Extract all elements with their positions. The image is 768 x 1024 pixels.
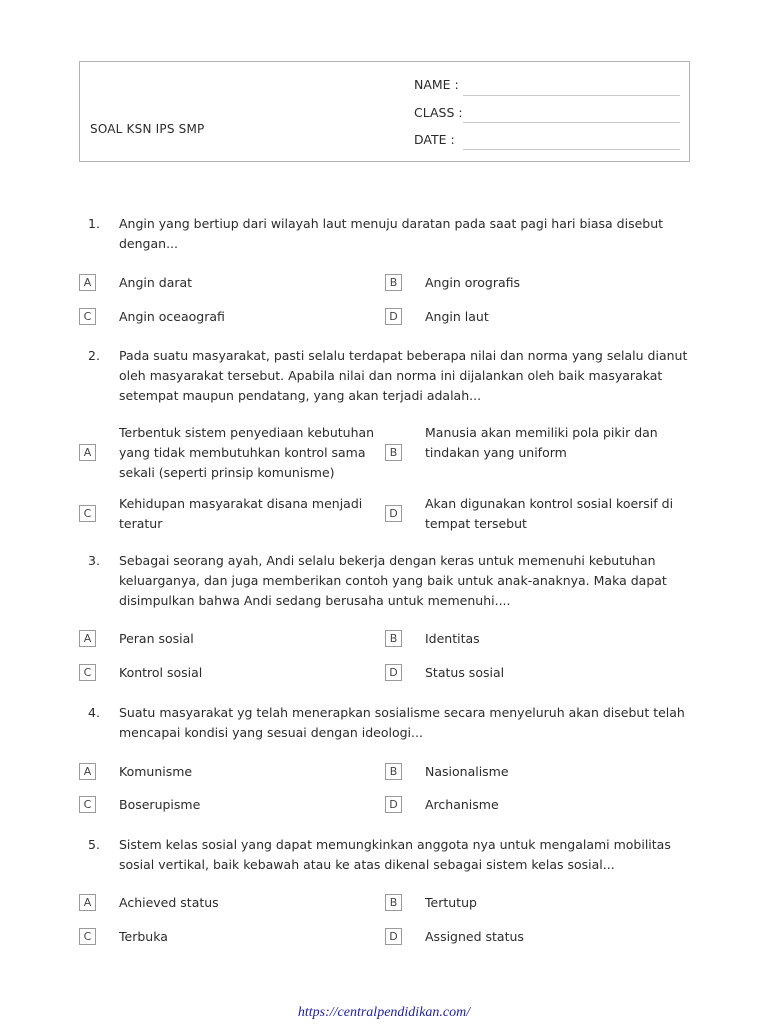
name-field-line bbox=[463, 95, 680, 96]
option-text: Angin laut bbox=[425, 309, 489, 324]
worksheet-header bbox=[79, 61, 690, 162]
option-letter-box[interactable]: D bbox=[385, 928, 402, 945]
option-letter-box[interactable]: C bbox=[79, 928, 96, 945]
question-number: 5. bbox=[88, 837, 100, 852]
option-text: Assigned status bbox=[425, 929, 524, 944]
question-number: 4. bbox=[88, 705, 100, 720]
question-number: 3. bbox=[88, 553, 100, 568]
option-letter-box[interactable]: C bbox=[79, 664, 96, 681]
question-text: Suatu masyarakat yg telah menerapkan sosialisme secara menyeluruh akan disebut telah mencapai kondisi yang sesuai dengan ideologi... bbox=[119, 705, 685, 740]
option-text: Komunisme bbox=[119, 764, 193, 779]
question-text: Sebagai seorang ayah, Andi selalu bekerja dengan keras untuk memenuhi kebutuhan keluarganya, dan juga memberikan contoh yang baik untuk anak-anaknya. Maka dapat disimpulkan bahwa Andi sedang berusaha untuk memenuhi.... bbox=[119, 553, 667, 608]
option-letter-box[interactable]: D bbox=[385, 796, 402, 813]
option-letter-box[interactable]: B bbox=[385, 894, 402, 911]
document-title: SOAL KSN IPS SMP bbox=[90, 122, 205, 136]
question-number: 1. bbox=[88, 216, 100, 231]
option-letter-box[interactable]: D bbox=[385, 308, 402, 325]
option-letter-box[interactable]: B bbox=[385, 444, 402, 461]
option-text: Angin orografis bbox=[425, 275, 521, 290]
option-text: Nasionalisme bbox=[425, 764, 509, 779]
option-letter-box[interactable]: B bbox=[385, 630, 402, 647]
date-label: DATE : bbox=[414, 132, 455, 147]
option-text: Kehidupan masyarakat disana menjadi teratur bbox=[119, 496, 363, 531]
option-letter-box[interactable]: A bbox=[79, 444, 96, 461]
option-letter-box[interactable]: B bbox=[385, 274, 402, 291]
option-text: Status sosial bbox=[425, 665, 505, 680]
question-text: Sistem kelas sosial yang dapat memungkinkan anggota nya untuk mengalami mobilitas sosial vertikal, baik kebawah atau ke atas dikenal sebagai sistem kelas sosial... bbox=[119, 837, 671, 872]
option-text: Archanisme bbox=[425, 797, 499, 812]
option-letter-box[interactable]: C bbox=[79, 796, 96, 813]
option-text: Angin darat bbox=[119, 275, 193, 290]
option-letter-box[interactable]: A bbox=[79, 630, 96, 647]
option-text: Manusia akan memiliki pola pikir dan tindakan yang uniform bbox=[425, 425, 658, 460]
option-letter-box[interactable]: A bbox=[79, 274, 96, 291]
date-field-line bbox=[463, 149, 680, 150]
footer-website-link[interactable]: https://centralpendidikan.com/ bbox=[297, 1005, 471, 1020]
question-text: Pada suatu masyarakat, pasti selalu terdapat beberapa nilai dan norma yang selalu dianut oleh masyarakat tersebut. Apabila nilai dan norma ini dijalankan oleh baik masyarakat setempat maupun pendatang, yang akan terjadi adalah... bbox=[119, 348, 688, 403]
option-text: Akan digunakan kontrol sosial koersif di tempat tersebut bbox=[425, 496, 674, 531]
question-number: 2. bbox=[88, 348, 100, 363]
question-text: Angin yang bertiup dari wilayah laut menuju daratan pada saat pagi hari biasa disebut dengan... bbox=[119, 216, 664, 251]
option-letter-box[interactable]: C bbox=[79, 308, 96, 325]
option-text: Terbentuk sistem penyediaan kebutuhan yang tidak membutuhkan kontrol sama sekali (seperti prinsip komunisme) bbox=[119, 425, 375, 480]
option-letter-box[interactable]: B bbox=[385, 763, 402, 780]
class-label: CLASS : bbox=[414, 105, 463, 120]
option-text: Identitas bbox=[425, 631, 480, 646]
option-letter-box[interactable]: A bbox=[79, 763, 96, 780]
option-letter-box[interactable]: C bbox=[79, 505, 96, 522]
option-text: Boserupisme bbox=[119, 797, 201, 812]
option-text: Achieved status bbox=[119, 895, 219, 910]
option-text: Angin oceaografi bbox=[119, 309, 225, 324]
option-letter-box[interactable]: A bbox=[79, 894, 96, 911]
option-text: Terbuka bbox=[119, 929, 168, 944]
name-label: NAME : bbox=[414, 77, 459, 92]
option-letter-box[interactable]: D bbox=[385, 505, 402, 522]
option-letter-box[interactable]: D bbox=[385, 664, 402, 681]
option-text: Peran sosial bbox=[119, 631, 194, 646]
option-text: Kontrol sosial bbox=[119, 665, 203, 680]
class-field-line bbox=[463, 122, 680, 123]
option-text: Tertutup bbox=[425, 895, 477, 910]
